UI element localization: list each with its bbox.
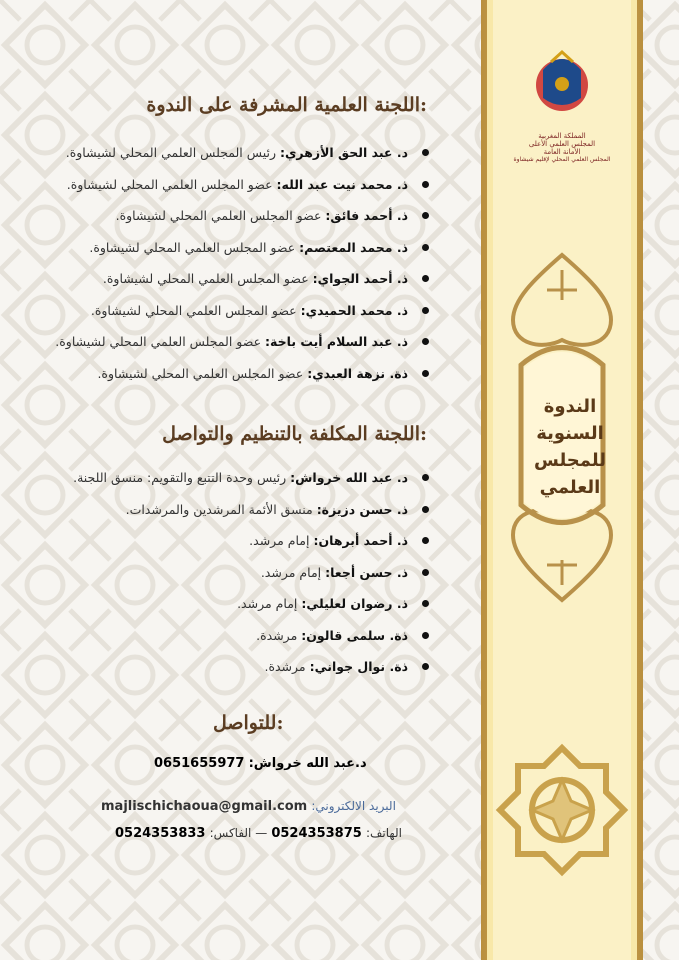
list-item: ذ. أحمد الجواي: عضو المجلس العلمي المحلي لشيشاوة. bbox=[0, 263, 429, 295]
list-item: ذ. رضوان لعليلي: إمام مرشد. bbox=[0, 588, 429, 620]
list-item: ذ. محمد الحميدي: عضو المجلس العلمي المحلي لشيشاوة. bbox=[0, 295, 429, 327]
list-item: ذ. محمد نيت عبد الله: عضو المجلس العلمي المحلي لشيشاوة. bbox=[0, 169, 429, 201]
symposium-title: الندوة السنوية للمجلس العلمي bbox=[534, 396, 606, 498]
list-item: ذ. أحمد فائق: عضو المجلس العلمي المحلي لشيشاوة. bbox=[0, 200, 429, 232]
scientific-committee-title: اللجنة العلمية المشرفة على الندوة: bbox=[146, 94, 427, 116]
list-item: ذ. محمد المعتصم: عضو المجلس العلمي المحلي لشيشاوة. bbox=[0, 232, 429, 264]
organizing-committee-title: اللجنة المكلفة بالتنظيم والتواصل: bbox=[162, 423, 427, 445]
contact-person-line bbox=[154, 756, 367, 771]
list-item: ذ. حسن دزيزة: منسق الأئمة المرشدين والمرشدات. bbox=[0, 494, 429, 526]
list-item: د. عبد الحق الأزهري: رئيس المجلس العلمي المحلي لشيشاوة. bbox=[0, 137, 429, 169]
scientific-committee-list bbox=[0, 137, 429, 389]
list-item: ذة. نزهة العبدي: عضو المجلس العلمي المحلي لشيشاوة. bbox=[0, 358, 429, 390]
organizing-committee-list bbox=[0, 462, 429, 683]
fax-number: 0524353833 bbox=[115, 826, 206, 841]
fax-label: — الفاكس: bbox=[209, 826, 268, 840]
list-item: د. عبد الله خرواش: رئيس وحدة التتبع والتقويم: منسق اللجنة. bbox=[0, 462, 429, 494]
list-item: ذة. نوال جواني: مرشدة. bbox=[0, 651, 429, 683]
list-item: ذ. أحمد أبرهان: إمام مرشد. bbox=[0, 525, 429, 557]
list-item: ذة. سلمى قالون: مرشدة. bbox=[0, 620, 429, 652]
phone-number: 0524353875 bbox=[271, 826, 362, 841]
phone-label: الهاتف: bbox=[365, 826, 402, 840]
email-label: البريد الالكتروني: bbox=[311, 799, 396, 813]
crest-caption: المملكة المغربية المجلس العلمي الأعلى الأمانة العامة المجلس العلمي المحلي لإقليم شيشاوة bbox=[513, 132, 611, 163]
contact-person: د.عبد الله خرواش: bbox=[248, 756, 367, 771]
contact-person-phone: 0651655977 bbox=[154, 756, 245, 771]
contact-title: للتواصل: bbox=[213, 712, 284, 734]
list-item: ذ. حسن أجعا: إمام مرشد. bbox=[0, 557, 429, 589]
email-line bbox=[101, 799, 396, 814]
email-address[interactable]: majlischichaoua@gmail.com bbox=[101, 799, 308, 814]
list-item: ذ. عبد السلام أيت باخة: عضو المجلس العلمي المحلي لشيشاوة. bbox=[0, 326, 429, 358]
phone-line bbox=[115, 826, 402, 841]
